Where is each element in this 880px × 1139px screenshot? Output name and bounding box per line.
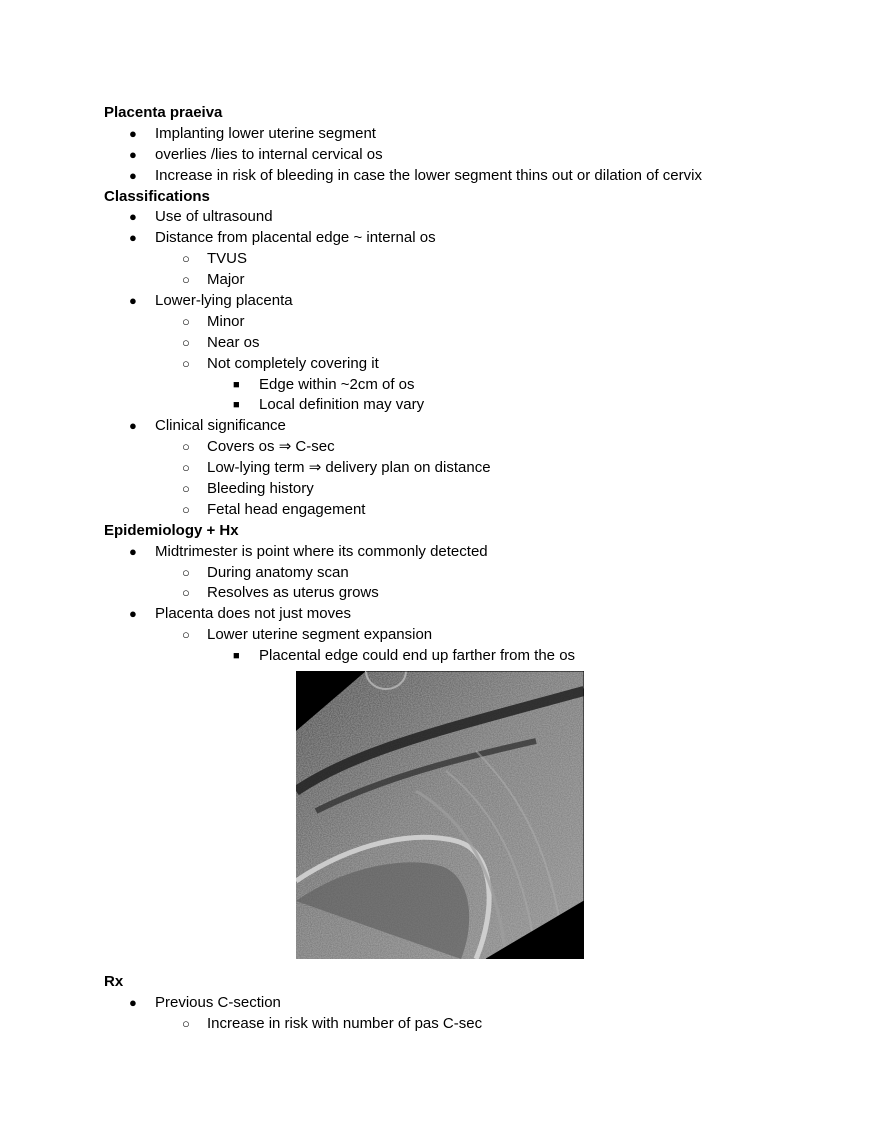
list-item-text: Lower uterine segment expansion — [207, 626, 433, 644]
list-item-text: Edge within ~2cm of os — [259, 375, 415, 393]
bullet-icon: ● — [129, 994, 137, 1010]
list-item-text: Not completely covering it — [207, 354, 379, 372]
list-item-level-3 — [104, 395, 824, 416]
list-item-level-1 — [104, 166, 824, 187]
bullet-icon: ○ — [182, 564, 190, 580]
bullet-icon: ○ — [182, 481, 190, 497]
list-item-level-2 — [104, 563, 824, 584]
list-item-text: Distance from placental edge ~ internal os — [155, 229, 436, 247]
bullet-icon: ● — [129, 125, 137, 141]
bullet-icon: ○ — [182, 501, 190, 517]
bullet-icon: ■ — [233, 399, 240, 412]
list-item-level-2 — [104, 312, 824, 333]
section-heading: Rx — [104, 973, 124, 991]
list-item-level-1 — [104, 604, 824, 625]
list-item-level-2 — [104, 583, 824, 604]
bullet-icon: ■ — [233, 650, 240, 663]
list-item-level-1 — [104, 993, 824, 1014]
list-item-text: Minor — [207, 312, 245, 330]
ultrasound-image — [296, 671, 584, 959]
list-item-level-1 — [104, 291, 824, 312]
list-item-level-2 — [104, 458, 824, 479]
list-item-text: Implanting lower uterine segment — [155, 124, 376, 142]
list-item-text: Previous C-section — [155, 993, 281, 1011]
bullet-icon: ● — [129, 418, 137, 434]
list-item-text: Resolves as uterus grows — [207, 584, 379, 602]
list-item-text: Fetal head engagement — [207, 500, 366, 518]
list-item-text: Covers os ⇒ C-sec — [207, 438, 335, 456]
list-item-text: Local definition may vary — [259, 396, 425, 414]
list-item-level-1 — [104, 542, 824, 563]
section-heading: Epidemiology + Hx — [104, 521, 239, 539]
list-item-level-2 — [104, 500, 824, 521]
bullet-icon: ● — [129, 230, 137, 246]
section-heading: Placenta praeiva — [104, 104, 223, 121]
document-content — [104, 103, 824, 1035]
list-item-text: Placental edge could end up farther from the os — [259, 647, 576, 665]
bullet-icon: ● — [129, 167, 137, 183]
list-item-level-1 — [104, 207, 824, 228]
list-item-text: overlies /lies to internal cervical os — [155, 145, 383, 163]
list-item-text: Clinical significance — [155, 417, 286, 435]
bullet-icon: ● — [129, 209, 137, 225]
list-item-level-3 — [104, 646, 824, 667]
bullet-icon: ■ — [233, 378, 240, 391]
bullet-icon: ● — [129, 543, 137, 559]
bullet-icon: ○ — [182, 585, 190, 601]
bullet-icon: ○ — [182, 272, 190, 288]
list-item-level-1 — [104, 124, 824, 145]
section-heading: Classifications — [104, 187, 210, 205]
bullet-icon: ○ — [182, 460, 190, 476]
list-item-text: Lower-lying placenta — [155, 292, 293, 310]
list-item-level-2 — [104, 1014, 824, 1035]
list-item-level-2 — [104, 625, 824, 646]
list-item-level-1 — [104, 416, 824, 437]
list-item-text: Major — [207, 271, 245, 289]
list-item-text: Near os — [207, 333, 260, 351]
bullet-icon: ○ — [182, 1015, 190, 1031]
list-item-level-1 — [104, 145, 824, 166]
list-item-text: Increase in risk with number of pas C-sec — [207, 1014, 483, 1032]
bullet-icon: ○ — [182, 439, 190, 455]
list-item-level-2 — [104, 333, 824, 354]
list-item-level-2 — [104, 479, 824, 500]
bullet-icon: ○ — [182, 627, 190, 643]
list-item-text: TVUS — [207, 250, 248, 268]
bullet-icon: ○ — [182, 251, 190, 267]
list-item-text: Low-lying term ⇒ delivery plan on distance — [207, 459, 491, 477]
bullet-icon: ● — [129, 146, 137, 162]
list-item-level-2 — [104, 249, 824, 270]
bullet-icon: ○ — [182, 355, 190, 371]
figure-container — [104, 667, 824, 972]
list-item-level-3 — [104, 375, 824, 396]
list-item-text: During anatomy scan — [207, 563, 349, 581]
bullet-icon: ○ — [182, 313, 190, 329]
list-item-text: Use of ultrasound — [155, 208, 273, 226]
list-item-level-2 — [104, 270, 824, 291]
list-item-text: Midtrimester is point where its commonly detected — [155, 542, 488, 560]
list-item-text: Bleeding history — [207, 480, 314, 498]
list-item-text: Increase in risk of bleeding in case the lower segment thins out or dilation of cervix — [155, 166, 702, 184]
list-item-level-2 — [104, 437, 824, 458]
list-item-level-2 — [104, 354, 824, 375]
list-item-text: Placenta does not just moves — [155, 605, 351, 623]
bullet-icon: ● — [129, 293, 137, 309]
list-item-level-1 — [104, 228, 824, 249]
bullet-icon: ○ — [182, 334, 190, 350]
bullet-icon: ● — [129, 606, 137, 622]
